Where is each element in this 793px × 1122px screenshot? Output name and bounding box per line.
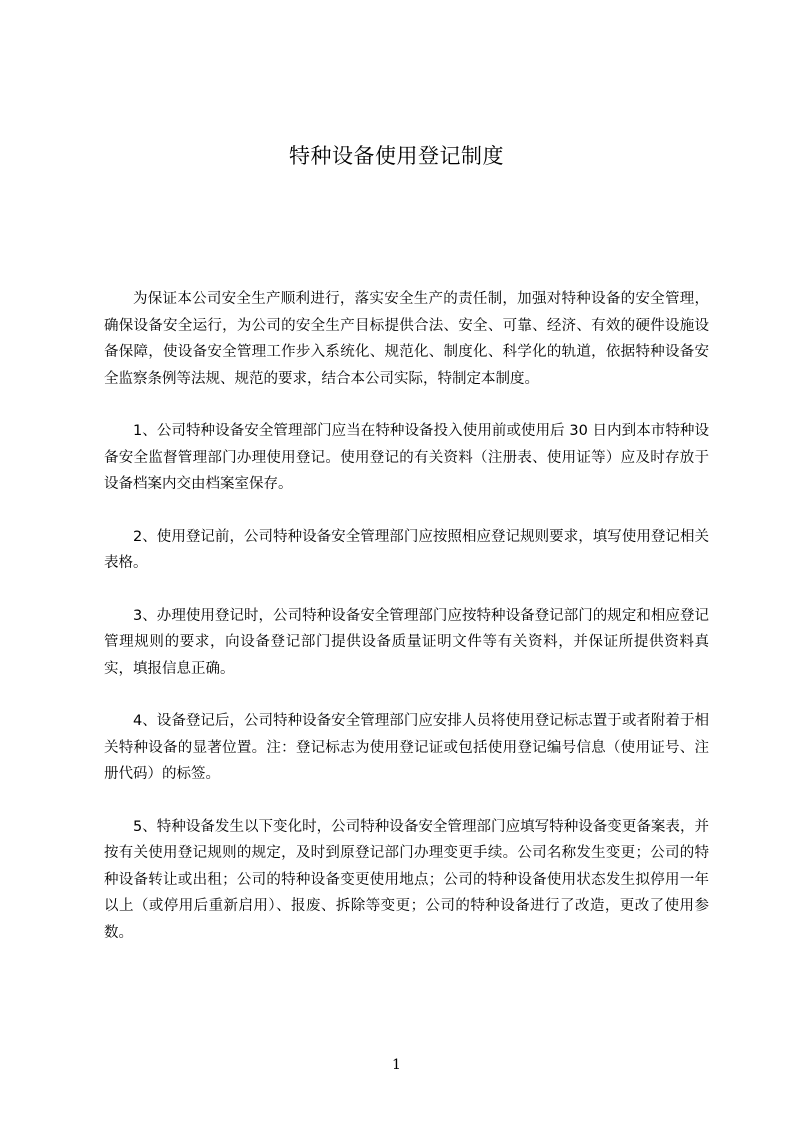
- clause-5-paragraph: 5、特种设备发生以下变化时，公司特种设备安全管理部门应填写特种设备变更备案表，并按有关使用登记规则的规定，及时到原登记部门办理变更手续。公司名称发生变更；公司的特种设备转让或出租；公司的特种设备变更使用地点；公司的特种设备使用状态发生拟停用一年以上（或停用后重新启用）、报废、拆除等变更；公司的特种设备进行了改造，更改了使用参数。: [104, 818, 709, 941]
- clause-4-paragraph: 4、设备登记后，公司特种设备安全管理部门应安排人员将使用登记标志置于或者附着于相关特种设备的显著位置。注：登记标志为使用登记证或包括使用登记编号信息（使用证号、注册代码）的标签。: [104, 713, 709, 782]
- intro-paragraph: 为保证本公司安全生产顺利进行，落实安全生产的责任制，加强对特种设备的安全管理，确保设备安全运行，为公司的安全生产目标提供合法、安全、可靠、经济、有效的硬件设施设备保障，使设备安全管理工作步入系统化、规范化、制度化、科学化的轨道，依据特种设备安全监察条例等法规、规范的要求，结合本公司实际，特制定本制度。: [104, 291, 709, 387]
- document-body: [104, 286, 709, 972]
- clause-2-paragraph: 2、使用登记前，公司特种设备安全管理部门应按照相应登记规则要求，填写使用登记相关表格。: [104, 528, 709, 571]
- page-number: 1: [392, 1057, 401, 1073]
- clause-1-paragraph: 1、公司特种设备安全管理部门应当在特种设备投入使用前或使用后 30 日内到本市特种设备安全监督管理部门办理使用登记。使用登记的有关资料（注册表、使用证等）应及时存放于设备档案内交由档案室保存。: [104, 423, 709, 492]
- clause-3-paragraph: 3、办理使用登记时，公司特种设备安全管理部门应按特种设备登记部门的规定和相应登记管理规则的要求，向设备登记部门提供设备质量证明文件等有关资料，并保证所提供资料真实，填报信息正确。: [104, 607, 709, 677]
- document-title: 特种设备使用登记制度: [289, 144, 504, 168]
